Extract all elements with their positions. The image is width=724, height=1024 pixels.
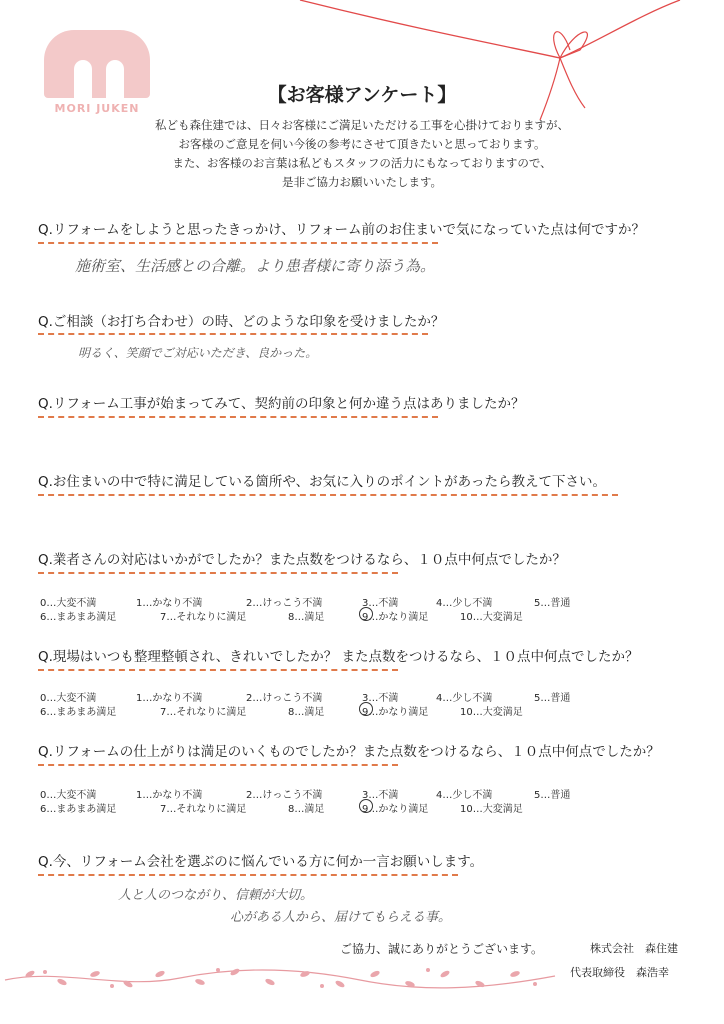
scale-option: 3…不満 (362, 790, 399, 801)
scale-option: 5…普通 (534, 693, 571, 704)
question-7: Q.リフォームの仕上がりは満足のいくものでしたか？また点数をつけるなら、１０点中何点でしたか？ (38, 744, 660, 760)
scale-option: 6…まあまあ満足 (40, 707, 117, 718)
company-name: 株式会社 森住建 (590, 942, 678, 955)
scale-option: 6…まあまあ満足 (40, 804, 117, 815)
rating-scale-5 (40, 594, 600, 622)
scale-option: 7…それなりに満足 (160, 804, 247, 815)
selection-circle (359, 607, 373, 621)
scale-option: 4…少し不満 (436, 693, 493, 704)
scale-option: 0…大変不満 (40, 693, 97, 704)
question-4: Q.お住まいの中で特に満足している箇所や、お気に入りのポイントがあったら教えて下さい。 (38, 474, 607, 490)
question-underline (38, 572, 398, 574)
question-underline (38, 669, 398, 671)
scale-option: 6…まあまあ満足 (40, 612, 117, 623)
scale-option: 2…けっこう不満 (246, 693, 323, 704)
question-1: Q.リフォームをしようと思ったきっかけ、リフォーム前のお住まいで気になっていた点は何ですか？ (38, 222, 646, 238)
question-underline (38, 416, 438, 418)
scale-option: 10…大変満足 (460, 804, 523, 815)
question-underline (38, 764, 398, 766)
scale-option: 4…少し不満 (436, 790, 493, 801)
scale-option: 5…普通 (534, 598, 571, 609)
intro-text (0, 116, 724, 192)
scale-option: 10…大変満足 (460, 612, 523, 623)
intro-line: 私ども森住建では、日々お客様にご満足いただける工事を心掛けておりますが、 (155, 118, 569, 132)
representative-name: 代表取締役 森浩幸 (570, 966, 669, 979)
intro-line: また、お客様のお言葉は私どもスタッフの活力にもなっておりますので、 (172, 156, 552, 170)
rating-scale-6 (40, 689, 600, 717)
question-6: Q.現場はいつも整理整頓され、きれいでしたか？ また点数をつけるなら、１０点中何点でしたか？ (38, 649, 639, 665)
scale-option: 7…それなりに満足 (160, 707, 247, 718)
question-underline (38, 333, 428, 335)
thanks-text: ご協力、誠にありがとうございます。 (340, 942, 544, 956)
survey-title: 【お客様アンケート】 (267, 84, 457, 106)
scale-option: 0…大変不満 (40, 790, 97, 801)
scale-option: 1…かなり不満 (136, 598, 203, 609)
question-8: Q.今、リフォーム会社を選ぶのに悩んでいる方に何か一言お願いします。 (38, 854, 484, 870)
intro-line: 是非ご協力お願いいたします。 (281, 175, 443, 189)
selection-circle (359, 799, 373, 813)
vine-decoration (0, 962, 560, 992)
scale-option: 8…満足 (288, 707, 325, 718)
scale-option: 3…不満 (362, 693, 399, 704)
scale-option: 8…満足 (288, 804, 325, 815)
scale-option: 3…不満 (362, 598, 399, 609)
answer-8-line-1: 人と人のつながり、信頼が大切。 (118, 888, 314, 903)
selection-circle (359, 702, 373, 716)
answer-2: 明るく、笑顔でご対応いただき、良かった。 (78, 346, 318, 360)
scale-option: 7…それなりに満足 (160, 612, 247, 623)
answer-1: 施術室、生活感との合離。より患者様に寄り添う為。 (75, 257, 436, 275)
intro-line: お客様のご意見を伺い今後の参考にさせて頂きたいと思っております。 (178, 137, 546, 151)
scale-option: 10…大変満足 (460, 707, 523, 718)
scale-option-selected: 9…かなり満足 (362, 703, 428, 718)
question-underline (38, 494, 618, 496)
rating-scale-7 (40, 786, 600, 814)
answer-8-line-2: 心がある人から、届けてもらえる事。 (230, 910, 452, 925)
question-5: Q.業者さんの対応はいかがでしたか？また点数をつけるなら、１０点中何点でしたか？ (38, 552, 566, 568)
scale-option: 5…普通 (534, 790, 571, 801)
scale-option-selected: 9…かなり満足 (362, 608, 428, 623)
question-underline (38, 242, 438, 244)
scale-option: 2…けっこう不満 (246, 790, 323, 801)
scale-option: 1…かなり不満 (136, 790, 203, 801)
scale-option: 8…満足 (288, 612, 325, 623)
scale-option: 4…少し不満 (436, 598, 493, 609)
scale-option: 2…けっこう不満 (246, 598, 323, 609)
question-2: Q.ご相談（お打ち合わせ）の時、どのような印象を受けましたか？ (38, 314, 445, 330)
question-underline (38, 874, 458, 876)
scale-option: 1…かなり不満 (136, 693, 203, 704)
scale-option-selected: 9…かなり満足 (362, 800, 428, 815)
question-3: Q.リフォーム工事が始まってみて、契約前の印象と何か違う点はありましたか？ (38, 396, 525, 412)
logo-wordmark: MORI JUKEN (54, 102, 140, 115)
scale-option: 0…大変不満 (40, 598, 97, 609)
